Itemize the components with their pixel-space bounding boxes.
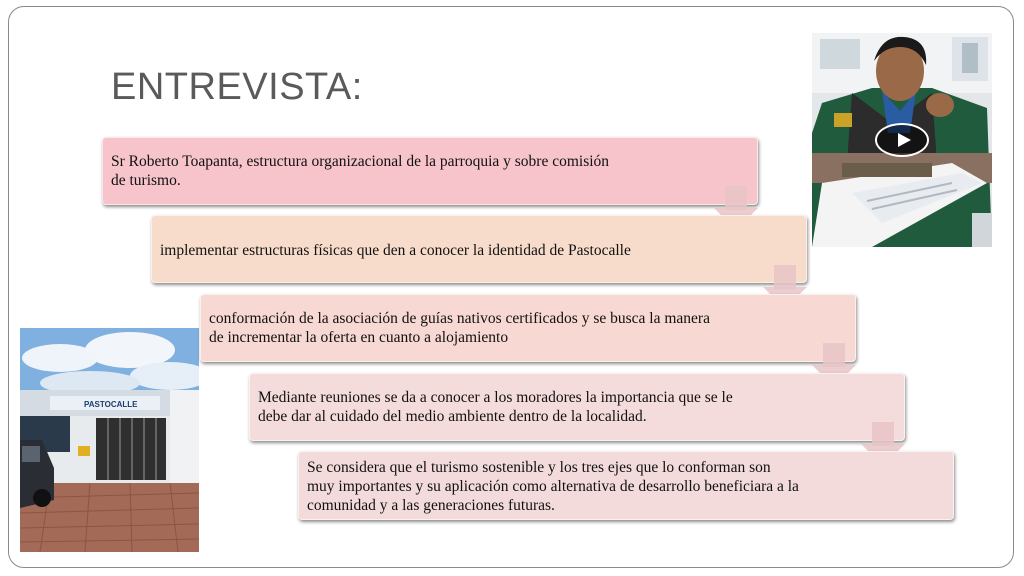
step-2-line-1: implementar estructuras físicas que den a conocer la identidad de Pastocalle [160,242,631,259]
step-4-line-1: Mediante reuniones se da a conocer a los moradores la importancia que se le [258,389,733,406]
process-step-3 [200,294,856,362]
process-step-1 [102,137,758,205]
process-step-4 [249,373,905,441]
slide-title: ENTREVISTA: [111,66,363,108]
step-1-line-1: Sr Roberto Toapanta, estructura organizacional de la parroquia y sobre comisión [111,153,610,170]
building-photo [20,328,199,552]
process-step-2 [151,215,807,283]
step-5-line-3: comunidad y a las generaciones futuras. [307,497,555,514]
building-photo-graphic [20,328,199,552]
building-sign-text: PASTOCALLE [84,400,138,409]
video-play-button[interactable] [875,123,929,157]
step-3-line-2: de incrementar la oferta en cuanto a alojamiento [209,329,509,346]
step-3-line-1: conformación de la asociación de guías nativos certificados y se busca la manera [209,310,710,327]
step-5-line-2: muy importantes y su aplicación como alternativa de desarrollo beneficiara a la [307,478,799,495]
step-4-line-2: debe dar al cuidado del medio ambiente dentro de la localidad. [258,408,647,425]
step-5-line-1: Se considera que el turismo sostenible y los tres ejes que lo conforman son [307,459,771,476]
process-step-5 [298,451,954,520]
step-1-line-2: de turismo. [111,172,181,189]
